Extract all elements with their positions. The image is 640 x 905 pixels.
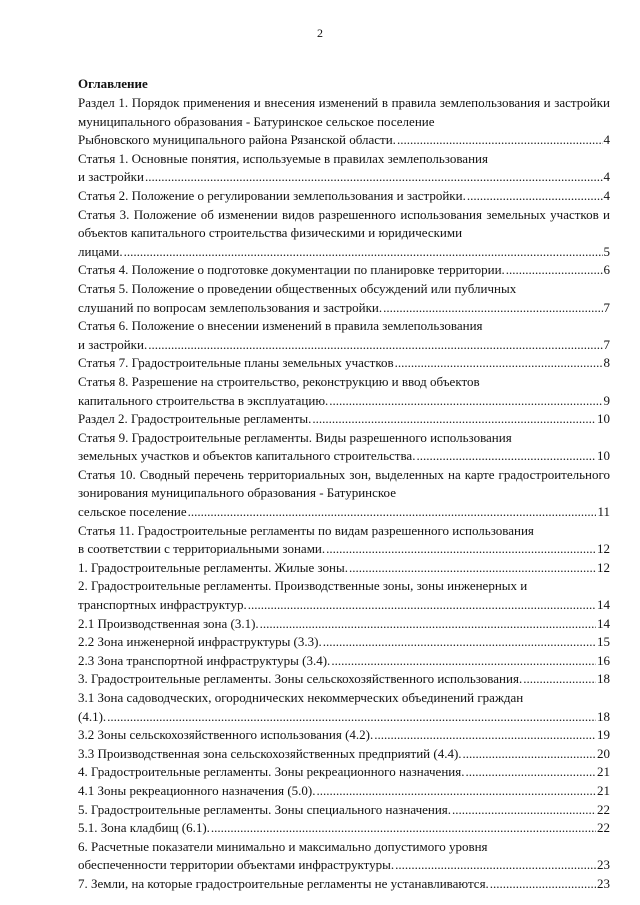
toc-entry-page: 7 [603,336,610,352]
toc-entry-text: Статья 3. Положение об изменении видов разрешенного использования земельных участков и объектов капитального строительства физическими и юридическими [78,206,610,241]
toc-entry [78,801,610,820]
dot-leader [317,782,596,801]
toc-entry-page: 18 [597,671,610,687]
toc-entry-page: 12 [597,541,610,557]
dot-leader [329,392,602,411]
dot-leader [416,447,596,466]
toc-entry [78,670,610,689]
toc-entry-page: 23 [597,875,610,891]
toc-entry [78,782,610,801]
toc-entry [78,317,610,354]
toc-entry [78,261,610,280]
toc-entry-title: 7. Земли, на которые градостроительные регламенты не устанавливаются. [78,875,489,891]
toc-entry-page: 16 [597,652,610,668]
toc-entry-text: Статья 6. Положение о внесении изменений в правила землепользования [78,318,483,334]
toc-entry [78,745,610,764]
toc-entry-title: 3.2 Зоны сельскохозяйственного использования (4.2). [78,727,374,743]
toc-entry-line [78,187,610,206]
dot-leader [374,726,596,745]
toc-entry-line [78,670,610,689]
toc-entry-title: земельных участков и объектов капитального строительства. [78,448,416,464]
dot-leader [506,261,603,280]
toc-entry-page: 19 [597,727,610,743]
toc-entry [78,206,610,262]
toc-entry-line [78,652,610,671]
toc-entry [78,410,610,429]
toc-entry [78,633,610,652]
toc-entry-title: транспортных инфраструктур. [78,597,247,613]
toc-entry-line [78,261,610,280]
toc-entry-text: 3.1 Зона садоводческих, огороднических некоммерческих объединений граждан [78,690,524,705]
dot-leader [323,633,596,652]
toc-entry-title: 2.1 Производственная зона (3.1). [78,615,259,631]
toc-entry-line [78,503,610,522]
dot-leader [465,763,596,782]
toc-entry-title: 3. Градостроительные регламенты. Зоны сельскохозяйственного использования. [78,671,523,687]
toc-entry-line [78,633,610,652]
dot-leader [124,243,603,262]
toc-entry [78,875,610,894]
dot-leader [260,615,596,634]
toc-entry-title: 2.2 Зона инженерной инфраструктуры (3.3). [78,634,322,650]
toc-entry-page: 18 [597,708,610,724]
toc-entry-text: Раздел 1. Порядок применения и внесения изменений в правила землепользования и застройки муниципального образования - Батуринское сельское поселение [78,95,610,129]
toc-entry-line [78,540,610,559]
toc-entry-line [78,410,610,429]
toc-entry-title: 2.3 Зона транспортной инфраструктуры (3.4). [78,652,331,668]
dot-leader [211,819,596,838]
toc-entry-title: и застройки. [78,336,148,352]
toc-entry [78,652,610,671]
toc-entry-title: Статья 4. Положение о подготовке документации по планировке территории. [78,262,505,278]
dot-leader [148,336,602,355]
toc-entry [78,522,610,559]
toc-entry-text: 2. Градостроительные регламенты. Производственные зоны, зоны инженерных и [78,578,528,594]
toc-entry-page: 8 [603,355,610,371]
toc-entry [78,187,610,206]
dot-leader [331,652,596,671]
dot-leader [383,299,602,318]
toc-entry-line [78,745,610,764]
toc-entry [78,726,610,745]
toc-entry-line [78,354,610,373]
page-number: 2 [317,26,323,40]
dot-leader [248,596,596,615]
toc-entry-page: 7 [603,299,610,315]
table-of-contents [78,94,610,894]
toc-entry-title: 4. Градостроительные регламенты. Зоны рекреационного назначения. [78,764,465,780]
toc-entry-page: 4 [603,132,610,148]
toc-entry-line [78,336,610,355]
dot-leader [452,801,596,820]
toc-entry-page: 9 [603,392,610,408]
toc-entry-page: 10 [597,411,610,427]
toc-entry-title: капитального строительства в эксплуатацию. [78,392,329,408]
toc-entry-text: Статья 1. Основные понятия, используемые в правилах землепользования [78,150,488,166]
toc-entry-title: 1. Градостроительные регламенты. Жилые зоны. [78,559,348,575]
toc-entry-title: 5. Градостроительные регламенты. Зоны специального назначения. [78,801,452,817]
toc-entry-line [78,782,610,801]
toc-entry-title: Статья 2. Положение о регулировании землепользования и застройки. [78,187,466,203]
toc-entry-page: 10 [597,448,610,464]
toc-entry-title: 4.1 Зоны рекреационного назначения (5.0). [78,782,316,798]
toc-entry-title: Раздел 2. Градостроительные регламенты. [78,411,312,427]
toc-entry-line [78,392,610,411]
toc-entry-page: 14 [597,615,610,631]
toc-entry-line [78,299,610,318]
toc-entry-page: 21 [597,782,610,798]
toc-entry-page: 14 [597,597,610,613]
toc-entry-title: обеспеченности территории объектами инфраструктуры. [78,857,395,873]
dot-leader [395,856,596,875]
toc-entry [78,280,610,317]
toc-entry-line [78,856,610,875]
toc-entry [78,689,610,726]
toc-entry-page: 23 [597,857,610,873]
toc-entry-line [78,801,610,820]
toc-entry-line [78,763,610,782]
toc-entry-title: Статья 7. Градостроительные планы земельных участков [78,355,394,371]
toc-entry-text: Статья 9. Градостроительные регламенты. Виды разрешенного использования [78,429,512,445]
toc-entry-page: 21 [597,764,610,780]
toc-entry-title: Рыбновского муниципального района Рязанской области. [78,132,396,148]
toc-entry [78,429,610,466]
dot-leader [467,187,603,206]
dot-leader [523,670,596,689]
toc-entry [78,763,610,782]
toc-entry-text: Статья 5. Положение о проведении общественных обсуждений или публичных [78,280,517,296]
dot-leader [312,410,596,429]
toc-entry [78,354,610,373]
toc-entry-page: 6 [603,262,610,278]
toc-entry-line [78,447,610,466]
toc-entry-line [78,708,610,727]
toc-entry-title: 5.1. Зона кладбищ (6.1). [78,820,210,836]
toc-entry-title: слушаний по вопросам землепользования и застройки. [78,299,383,315]
toc-entry [78,373,610,410]
toc-entry-page: 22 [597,820,610,836]
toc-entry-line [78,168,610,187]
dot-leader [349,559,596,578]
dot-leader [463,745,596,764]
toc-entry [78,94,610,150]
toc-entry-text: 6. Расчетные показатели минимально и максимально допустимого уровня [78,838,488,854]
toc-entry [78,150,610,187]
toc-entry-page: 15 [597,634,610,650]
toc-entry-text: Статья 11. Градостроительные регламенты по видам разрешенного использования [78,522,534,538]
toc-entry-page: 4 [603,187,610,203]
toc-entry-page: 20 [597,745,610,761]
toc-entry-page: 12 [597,559,610,575]
toc-entry [78,615,610,634]
toc-entry-text: Статья 10. Сводный перечень территориальных зон, выделенных на карте градостроительного зонирования муниципального образования - Батуринское [78,466,610,501]
dot-leader [145,168,603,187]
toc-entry-line [78,596,610,615]
toc-entry-page: 22 [597,801,610,817]
dot-leader [397,131,603,150]
toc-entry-title: 3.3 Производственная зона сельскохозяйственных предприятий (4.4). [78,745,462,761]
toc-entry-page: 11 [597,504,610,520]
toc-entry [78,838,610,875]
toc-entry [78,819,610,838]
toc-entry-line [78,615,610,634]
toc-entry-page: 4 [603,169,610,185]
dot-leader [188,503,597,522]
toc-entry-line [78,726,610,745]
toc-entry-title: в соответствии с территориальными зонами. [78,541,326,557]
toc-entry [78,466,610,522]
toc-entry-line [78,243,610,262]
toc-entry-page: 5 [603,243,610,259]
toc-entry [78,559,610,578]
toc-entry-text: Статья 8. Разрешение на строительство, реконструкцию и ввод объектов [78,373,480,389]
dot-leader [326,540,596,559]
toc-entry-line [78,819,610,838]
toc-entry-line [78,875,610,894]
toc-entry-title: (4.1). [78,708,107,724]
dot-leader [395,354,603,373]
dot-leader [490,875,596,894]
toc-entry-line [78,131,610,150]
toc-entry [78,577,610,614]
toc-entry-title: и застройки [78,169,144,185]
toc-entry-line [78,559,610,578]
toc-entry-title: лицами. [78,243,123,259]
toc-heading: Оглавление [78,76,148,91]
toc-entry-title: сельское поселение [78,504,187,520]
dot-leader [107,708,596,727]
